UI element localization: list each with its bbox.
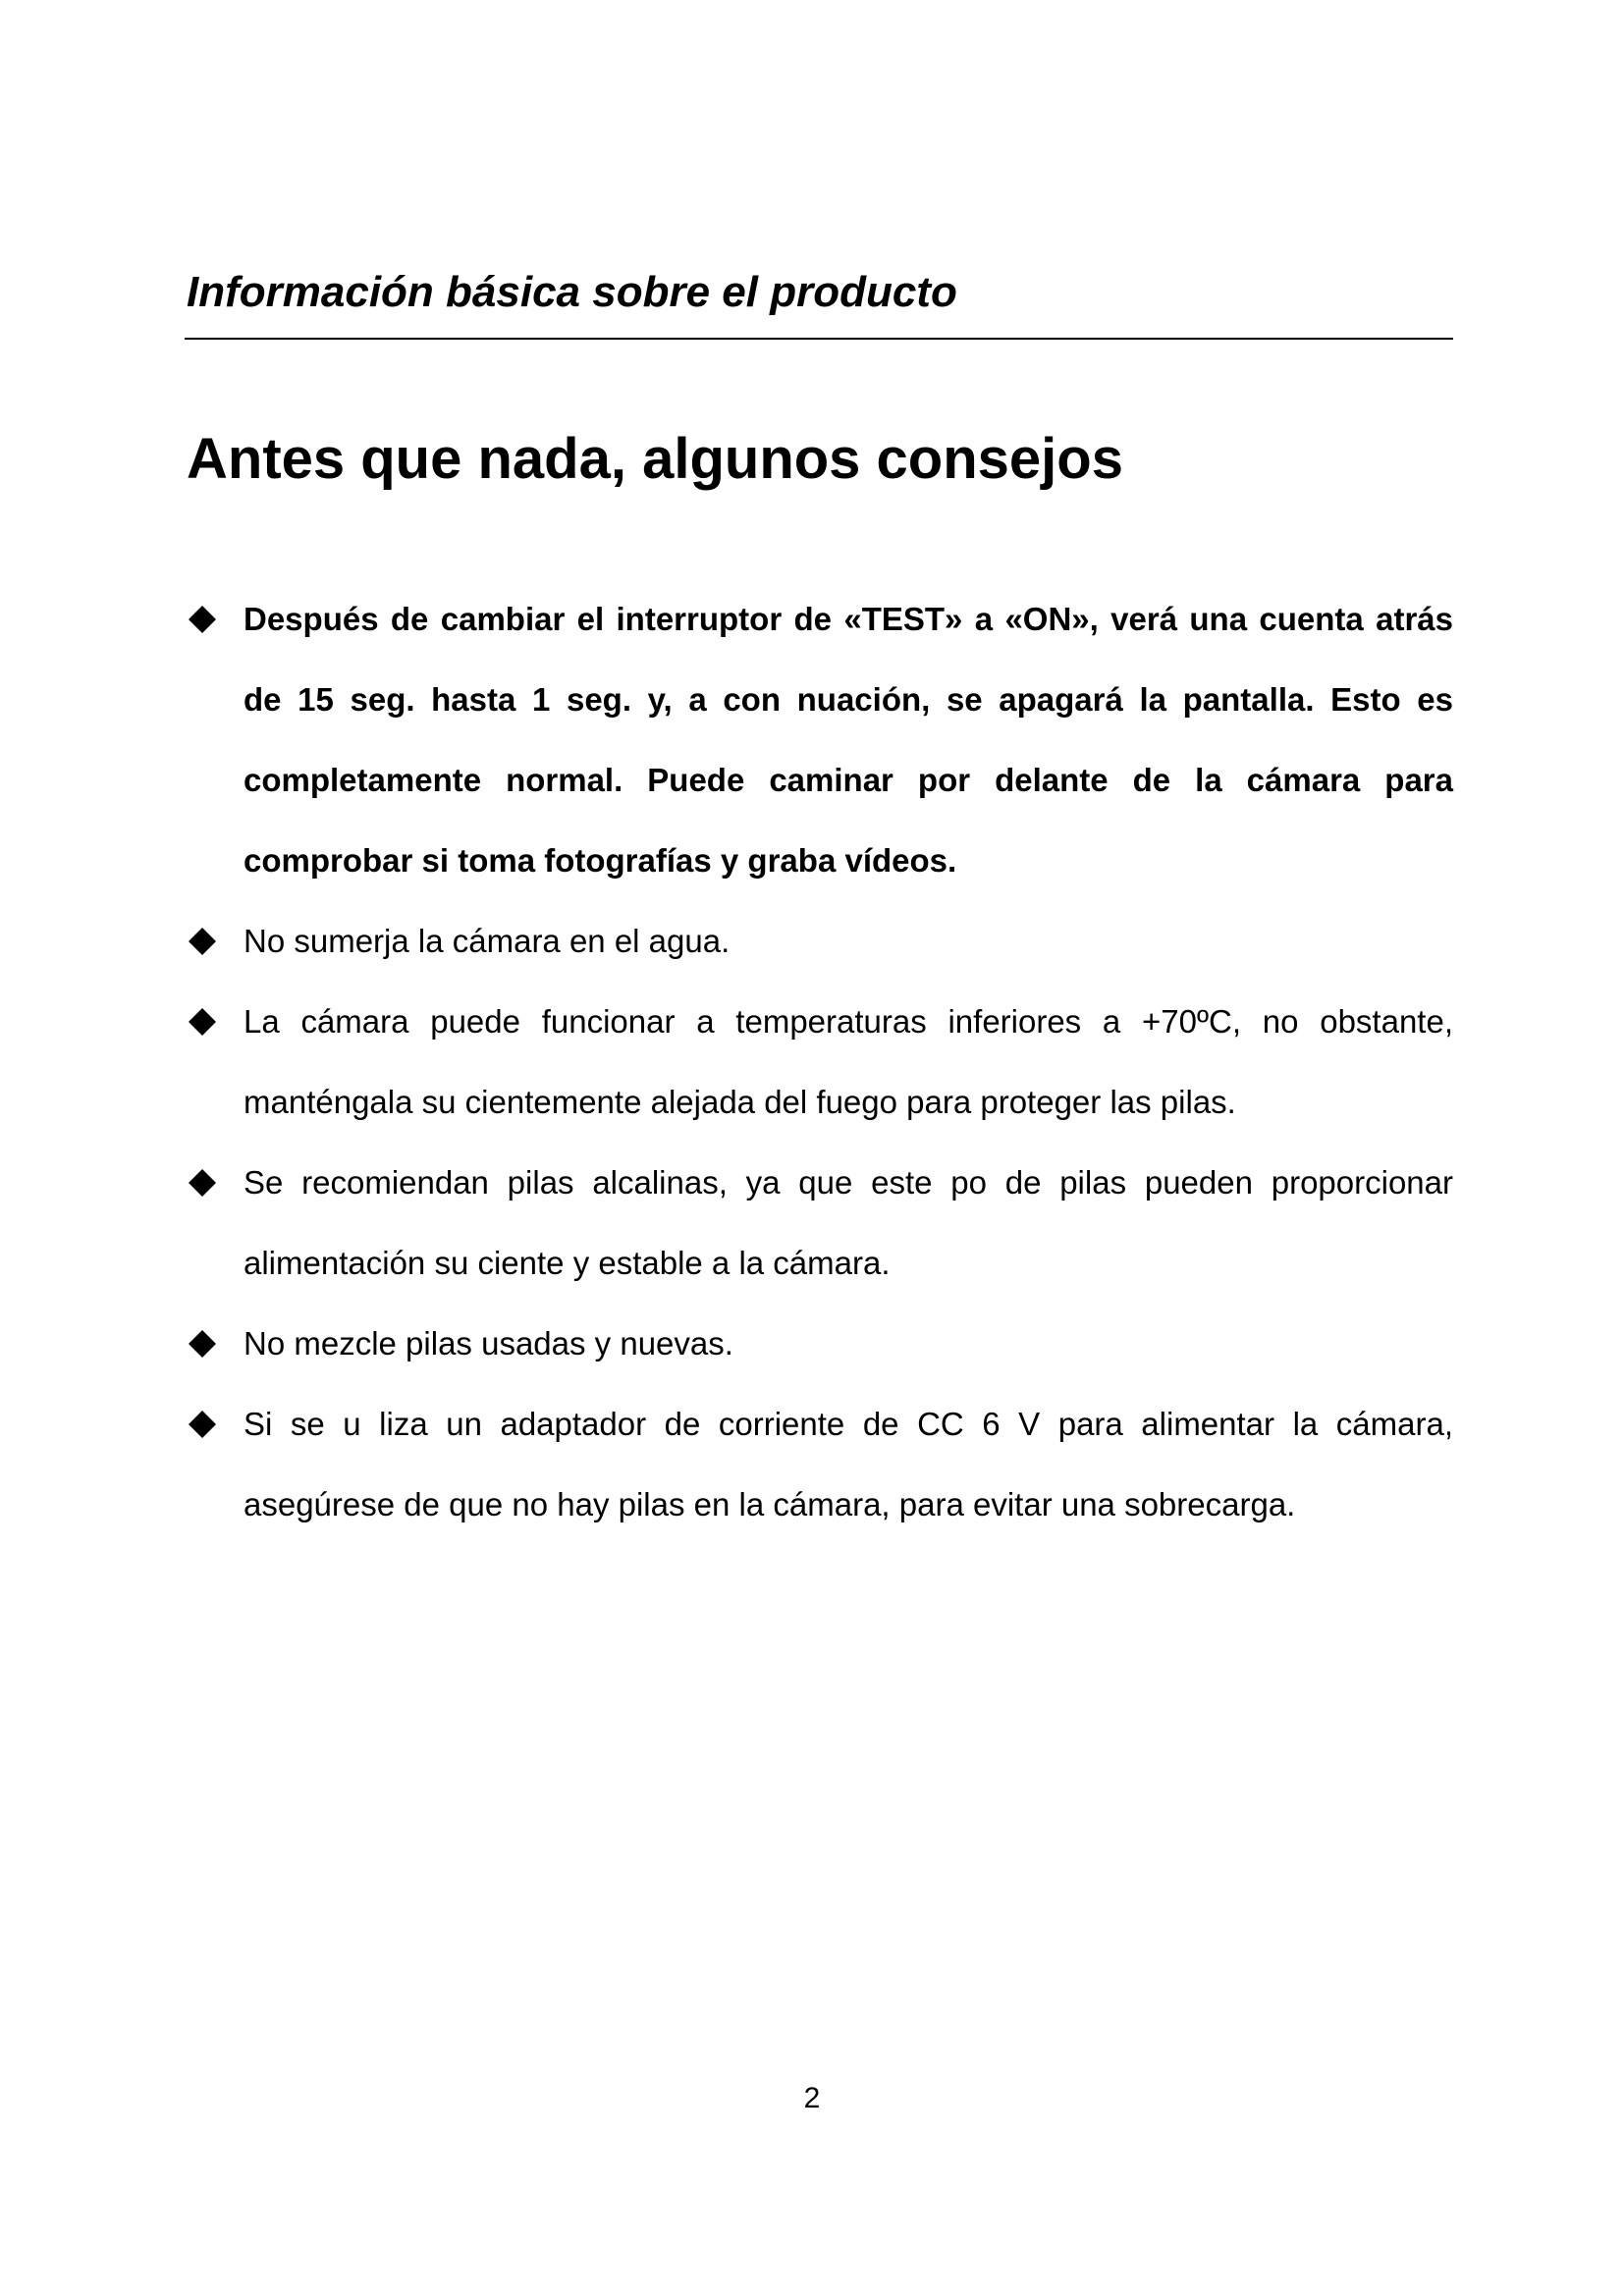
tip-item [187, 982, 1453, 1143]
diamond-bullet-icon [189, 1330, 216, 1358]
page-number: 2 [803, 2082, 821, 2114]
tip-text: Después de cambiar el interruptor de «TEST» a «ON», verá una cuenta atrás de 15 seg. hasta 1 seg. y, a con nuación, se apagará la pantalla. Esto es completamente normal. Puede caminar por delante de la cámara para comprobar si toma fotografías y graba vídeos. [244, 601, 1453, 879]
diamond-bullet-icon [189, 1169, 216, 1197]
tip-text: No mezcle pilas usadas y nuevas. [244, 1325, 733, 1362]
tip-text: La cámara puede funcionar a temperaturas inferiores a +70ºC, no obstante, manténgala su cientemente alejada del fuego para proteger las pilas. [244, 1003, 1453, 1120]
tip-text: Se recomiendan pilas alcalinas, ya que este po de pilas pueden proporcionar alimentación su ciente y estable a la cámara. [244, 1164, 1453, 1281]
tip-text: No sumerja la cámara en el agua. [244, 923, 731, 959]
tip-item [187, 1384, 1453, 1545]
tip-item [187, 901, 1453, 982]
header-divider [185, 338, 1453, 340]
diamond-bullet-icon [189, 1411, 216, 1438]
page-title: Antes que nada, algunos consejos [187, 427, 1123, 491]
tip-item [187, 579, 1453, 901]
tip-text: Si se u liza un adaptador de corriente de CC 6 V para alimentar la cámara, asegúrese de que no hay pilas en la cámara, para evitar una sobrecarga. [244, 1406, 1453, 1522]
tip-item [187, 1304, 1453, 1384]
diamond-bullet-icon [189, 928, 216, 955]
diamond-bullet-icon [189, 606, 216, 633]
tips-list [187, 579, 1453, 1545]
section-header: Información básica sobre el producto [187, 268, 957, 316]
diamond-bullet-icon [189, 1008, 216, 1036]
tip-item [187, 1143, 1453, 1304]
